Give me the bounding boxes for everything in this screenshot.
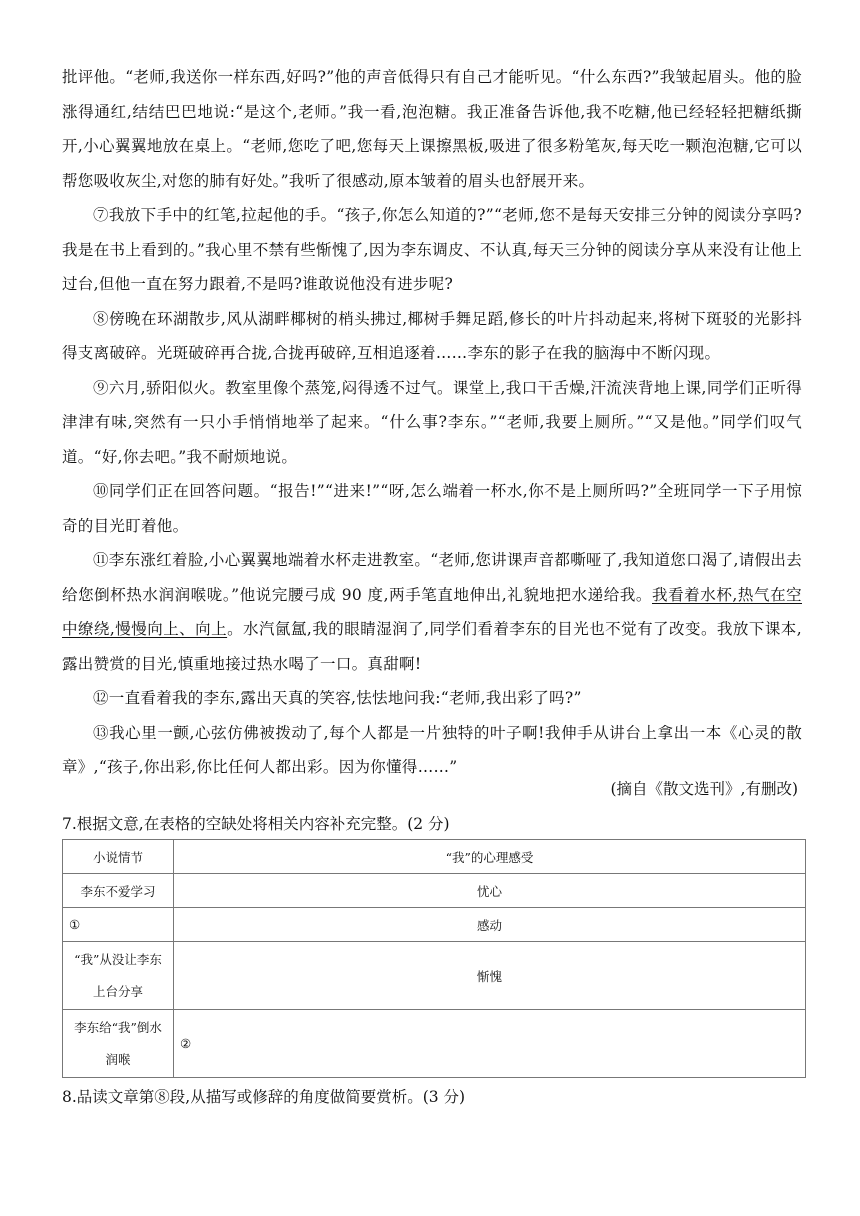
plot-line-1: “我”从没让李东 [74,951,162,967]
paragraph-11-part-b: 。水汽氤氲,我的眼睛湿润了,同学们看着李东的目光也不觉有了改变。我放下课本,露出赞赏的目光,慎重地接过热水喝了一口。真甜啊! [62,620,803,673]
feeling-cell: 忧心 [174,874,806,908]
plot-line-1: 李东给“我”倒水 [74,1019,162,1035]
table-row [63,1010,806,1078]
header-plot: 小说情节 [63,840,174,874]
plot-line-2: 上台分享 [92,983,143,999]
header-feeling: “我”的心理感受 [174,840,806,874]
question-8-prompt: 8.品读文章第⑧段,从描写或修辞的角度做简要赏析。(3 分) [62,1088,466,1106]
paragraph-11 [62,543,802,681]
reading-passage [62,60,802,785]
table-row [63,908,806,942]
plot-cell: 李东不爱学习 [63,874,174,908]
paragraph-9: ⑨六月,骄阳似火。教室里像个蒸笼,闷得透不过气。课堂上,我口干舌燥,汗流浃背地上课,同学们正听得津津有味,突然有一只小手悄悄地举了起来。“什么事?李东。”“老师,我要上厕所。”“又是他。”同学们叹气道。“好,你去吧。”我不耐烦地说。 [62,378,802,466]
table-row [63,942,806,1010]
table-row [63,874,806,908]
feeling-cell: 惭愧 [174,942,806,1010]
paragraph-13: ⑬我心里一颤,心弦仿佛被拨动了,每个人都是一片独特的叶子啊!我伸手从讲台上拿出一本《心灵的散章》,“孩子,你出彩,你比任何人都出彩。因为你懂得……” [62,723,802,776]
table-header-row [63,840,806,874]
paragraph-12: ⑫一直看着我的李东,露出天真的笑容,怯怯地问我:“老师,我出彩了吗?” [93,689,582,707]
plot-cell [63,942,174,1010]
paragraph-11-part-a: ⑪李东涨红着脸,小心翼翼地端着水杯走进教室。“老师,您讲课声音都嘶哑了,我知道您口渴了,请假出去给您倒杯热水润润喉咙。”他说完腰弓成 90 度,两手笔直地伸出,礼貌地把水递给我。 [62,551,802,604]
paragraph-continued: 批评他。“老师,我送你一样东西,好吗?”他的声音低得只有自己才能听见。“什么东西?”我皱起眉头。他的脸涨得通红,结结巴巴地说:“是这个,老师。”我一看,泡泡糖。我正准备告诉他,我不吃糖,他已经轻轻把糖纸撕开,小心翼翼地放在桌上。“老师,您吃了吧,您每天上课擦黑板,吸进了很多粉笔灰,每天吃一颗泡泡糖,它可以帮您吸收灰尘,对您的肺有好处。”我听了很感动,原本皱着的眉头也舒展开来。 [62,68,802,190]
plot-blank-1[interactable]: ① [63,908,174,942]
source-citation: (摘自《散文选刊》,有删改) [610,780,798,798]
feeling-cell: 感动 [174,908,806,942]
plot-line-2: 润喉 [105,1051,131,1067]
feeling-blank-2[interactable]: ② [174,1010,806,1078]
paragraph-7: ⑦我放下手中的红笔,拉起他的手。“孩子,你怎么知道的?”“老师,您不是每天安排三分钟的阅读分享吗?我是在书上看到的。”我心里不禁有些惭愧了,因为李东调皮、不认真,每天三分钟的阅读分享从来没有让他上过台,但他一直在努力跟着,不是吗?谁敢说他没有进步呢? [62,206,802,293]
paragraph-8: ⑧傍晚在环湖散步,风从湖畔椰树的梢头拂过,椰树手舞足蹈,修长的叶片抖动起来,将树下斑驳的光影抖得支离破碎。光斑破碎再合拢,合拢再破碎,互相追逐着……李东的影子在我的脑海中不断闪现。 [62,309,802,362]
underlined-sentence: 我看着水杯,热气在空中缭绕,慢慢向上、向上 [62,585,802,638]
question-7-table [62,839,806,1078]
question-7-prompt: 7.根据文意,在表格的空缺处将相关内容补充完整。(2 分) [62,815,450,833]
plot-cell [63,1010,174,1078]
paragraph-10: ⑩同学们正在回答问题。“报告!”“进来!”“呀,怎么端着一杯水,你不是上厕所吗?”全班同学一下子用惊奇的目光盯着他。 [62,482,802,535]
